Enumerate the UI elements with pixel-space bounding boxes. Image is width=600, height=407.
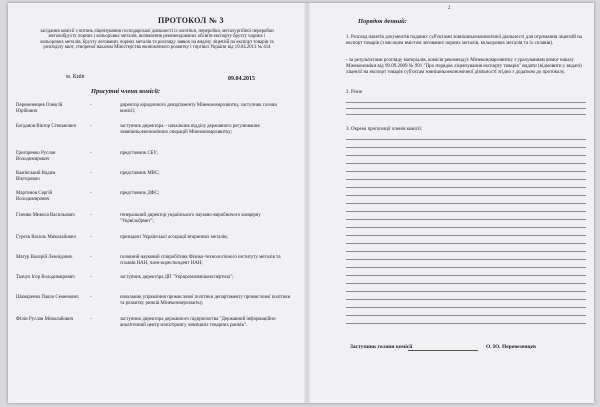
member-name: Перевезенцев Олексій Юрійович [16,103,63,114]
document-sheet [8,3,594,403]
city-label: м. Київ [66,74,85,80]
blank-line [346,163,586,164]
member-dash: - [90,103,92,108]
member-name: Гізенко Микола Васильович [16,213,75,218]
member-dash: - [90,191,92,196]
blank-line [346,275,586,276]
agenda-item-3: 3. Окремі пропозиції членів комісії: [346,127,423,132]
agenda-item-1: 1. Розгляд пакетів документів поданих суб'єктами зовнішньоекономічної діяльності для отримання ліцензій на експорт товарів (з високим вмістом легованих чорних металів, кольорових металів та їх сплавів). [346,35,582,46]
member-name: Мартинов Сергій Володимирович [16,191,53,202]
member-position: головний науковий співробітник Фізико-технологічного інституту металів та сплавів НАН, член-кореспондент НАН; [120,255,281,266]
agenda-item-2: 2. Різне [346,90,363,95]
blank-line [346,203,586,204]
blank-line [346,102,586,103]
page-fold [304,3,310,403]
blank-line [346,195,586,196]
blank-line [346,155,586,156]
signature-line [408,350,478,351]
member-dash: - [90,151,92,156]
blank-line [346,291,586,292]
member-name: Богданов Віктор Степанович [16,124,77,129]
present-members-heading: Присутні члени комісії: [91,88,161,95]
member-name: Ткачук Ігор Володимирович [16,275,75,280]
blank-line [346,259,586,260]
member-name: Гурєєв Василь Миколайович [16,235,76,240]
member-position: заступник директора державного підприємства "Державний інформаційно-аналітичний центр моніторингу зовнішніх товарних ринків". [120,317,277,328]
member-dash: - [90,255,92,260]
page-number: 2 [448,6,451,11]
blank-line [346,323,586,324]
blank-line [346,251,586,252]
blank-line [346,114,586,115]
blank-line [346,267,586,268]
blank-line [346,235,586,236]
protocol-header-text: засідання комісії з питань ліцензування господарської діяльності із заготівлі, переробки, металургійної переробки металобрухту чорних і кольорових металів, визначення рекомендованих обсягів експорту брухту чорних і кольорових металів, брухту легованих чорних металів та розгляду заявок на видачу ліцензій на експорт товарів та розподілу квот, створеної наказом Міністерства економічного розвитку і торгівлі України від 19.04.2013 № 414 [40,29,274,51]
member-name: Філін Руслан Миколайович [16,317,74,322]
member-dash: - [90,317,92,322]
member-position: президент Української асоціації вторинних металів; [120,235,228,240]
member-name: Шамаренко Павло Семенович [16,295,79,300]
blank-line [346,299,586,300]
protocol-title: ПРОТОКОЛ № 3 [158,16,224,25]
member-dash: - [90,124,92,129]
member-dash: - [90,235,92,240]
blank-line [346,187,586,188]
protocol-date: 09.04.2015 [228,76,255,82]
member-dash: - [90,295,92,300]
blank-line [346,219,586,220]
member-position: директор юридичного департаменту Мінекономрозвитку, заступник голови комісії; [120,103,277,114]
signature-role: Заступник голови комісії [350,344,413,350]
member-position: начальник управління промислової політики департаменту промислової політики та розвитку ринків Мінекономрозвитку; [120,295,291,306]
member-position: представник СБУ; [120,151,158,156]
member-dash: - [90,275,92,280]
blank-line [346,171,586,172]
member-position: заступник директора ДП "Укрпромзовнішекспертиза"; [120,275,234,280]
member-name: Камінський Вадим Вікторович [16,171,56,182]
agenda-heading: Порядок денний: [358,18,407,25]
blank-line [346,108,586,109]
blank-line [346,243,586,244]
member-position: представник МВС; [120,171,160,176]
member-position: генеральний директор українського науково-виробничого концерну "Укрвільбрмет"; [120,213,261,224]
member-position: представник ДФС; [120,191,160,196]
agenda-item-1-result: - за результатами розгляду матеріалів, комісія рекомендує Мінекономрозвитку з урахуванням вимог наказу Мінекономіки від 09.09.2009 № 991 "Про порядок ліцензування експорту товарів" видати (відмовити у видачі) ліцензії на експорт товарів суб'єктам зовнішньоекономічної діяльності згідно з додатком до протоколу. [346,58,582,75]
member-dash: - [90,171,92,176]
blank-line [346,147,586,148]
blank-line [346,139,586,140]
member-dash: - [90,213,92,218]
blank-line [346,227,586,228]
blank-line [346,307,586,308]
blank-line [346,283,586,284]
blank-line [346,211,586,212]
member-name: Матур Валерій Леонідович [16,255,73,260]
member-position: заступник директора – начальник відділу державного регулювання зовнішньоекономічних операцій Мінекономрозвитку; [120,124,260,135]
member-name: Григоренко Руслан Володимирович [16,151,56,162]
blank-line [346,315,586,316]
signature-name: О. Ю. Перевезенцев [486,344,537,350]
blank-line [346,179,586,180]
